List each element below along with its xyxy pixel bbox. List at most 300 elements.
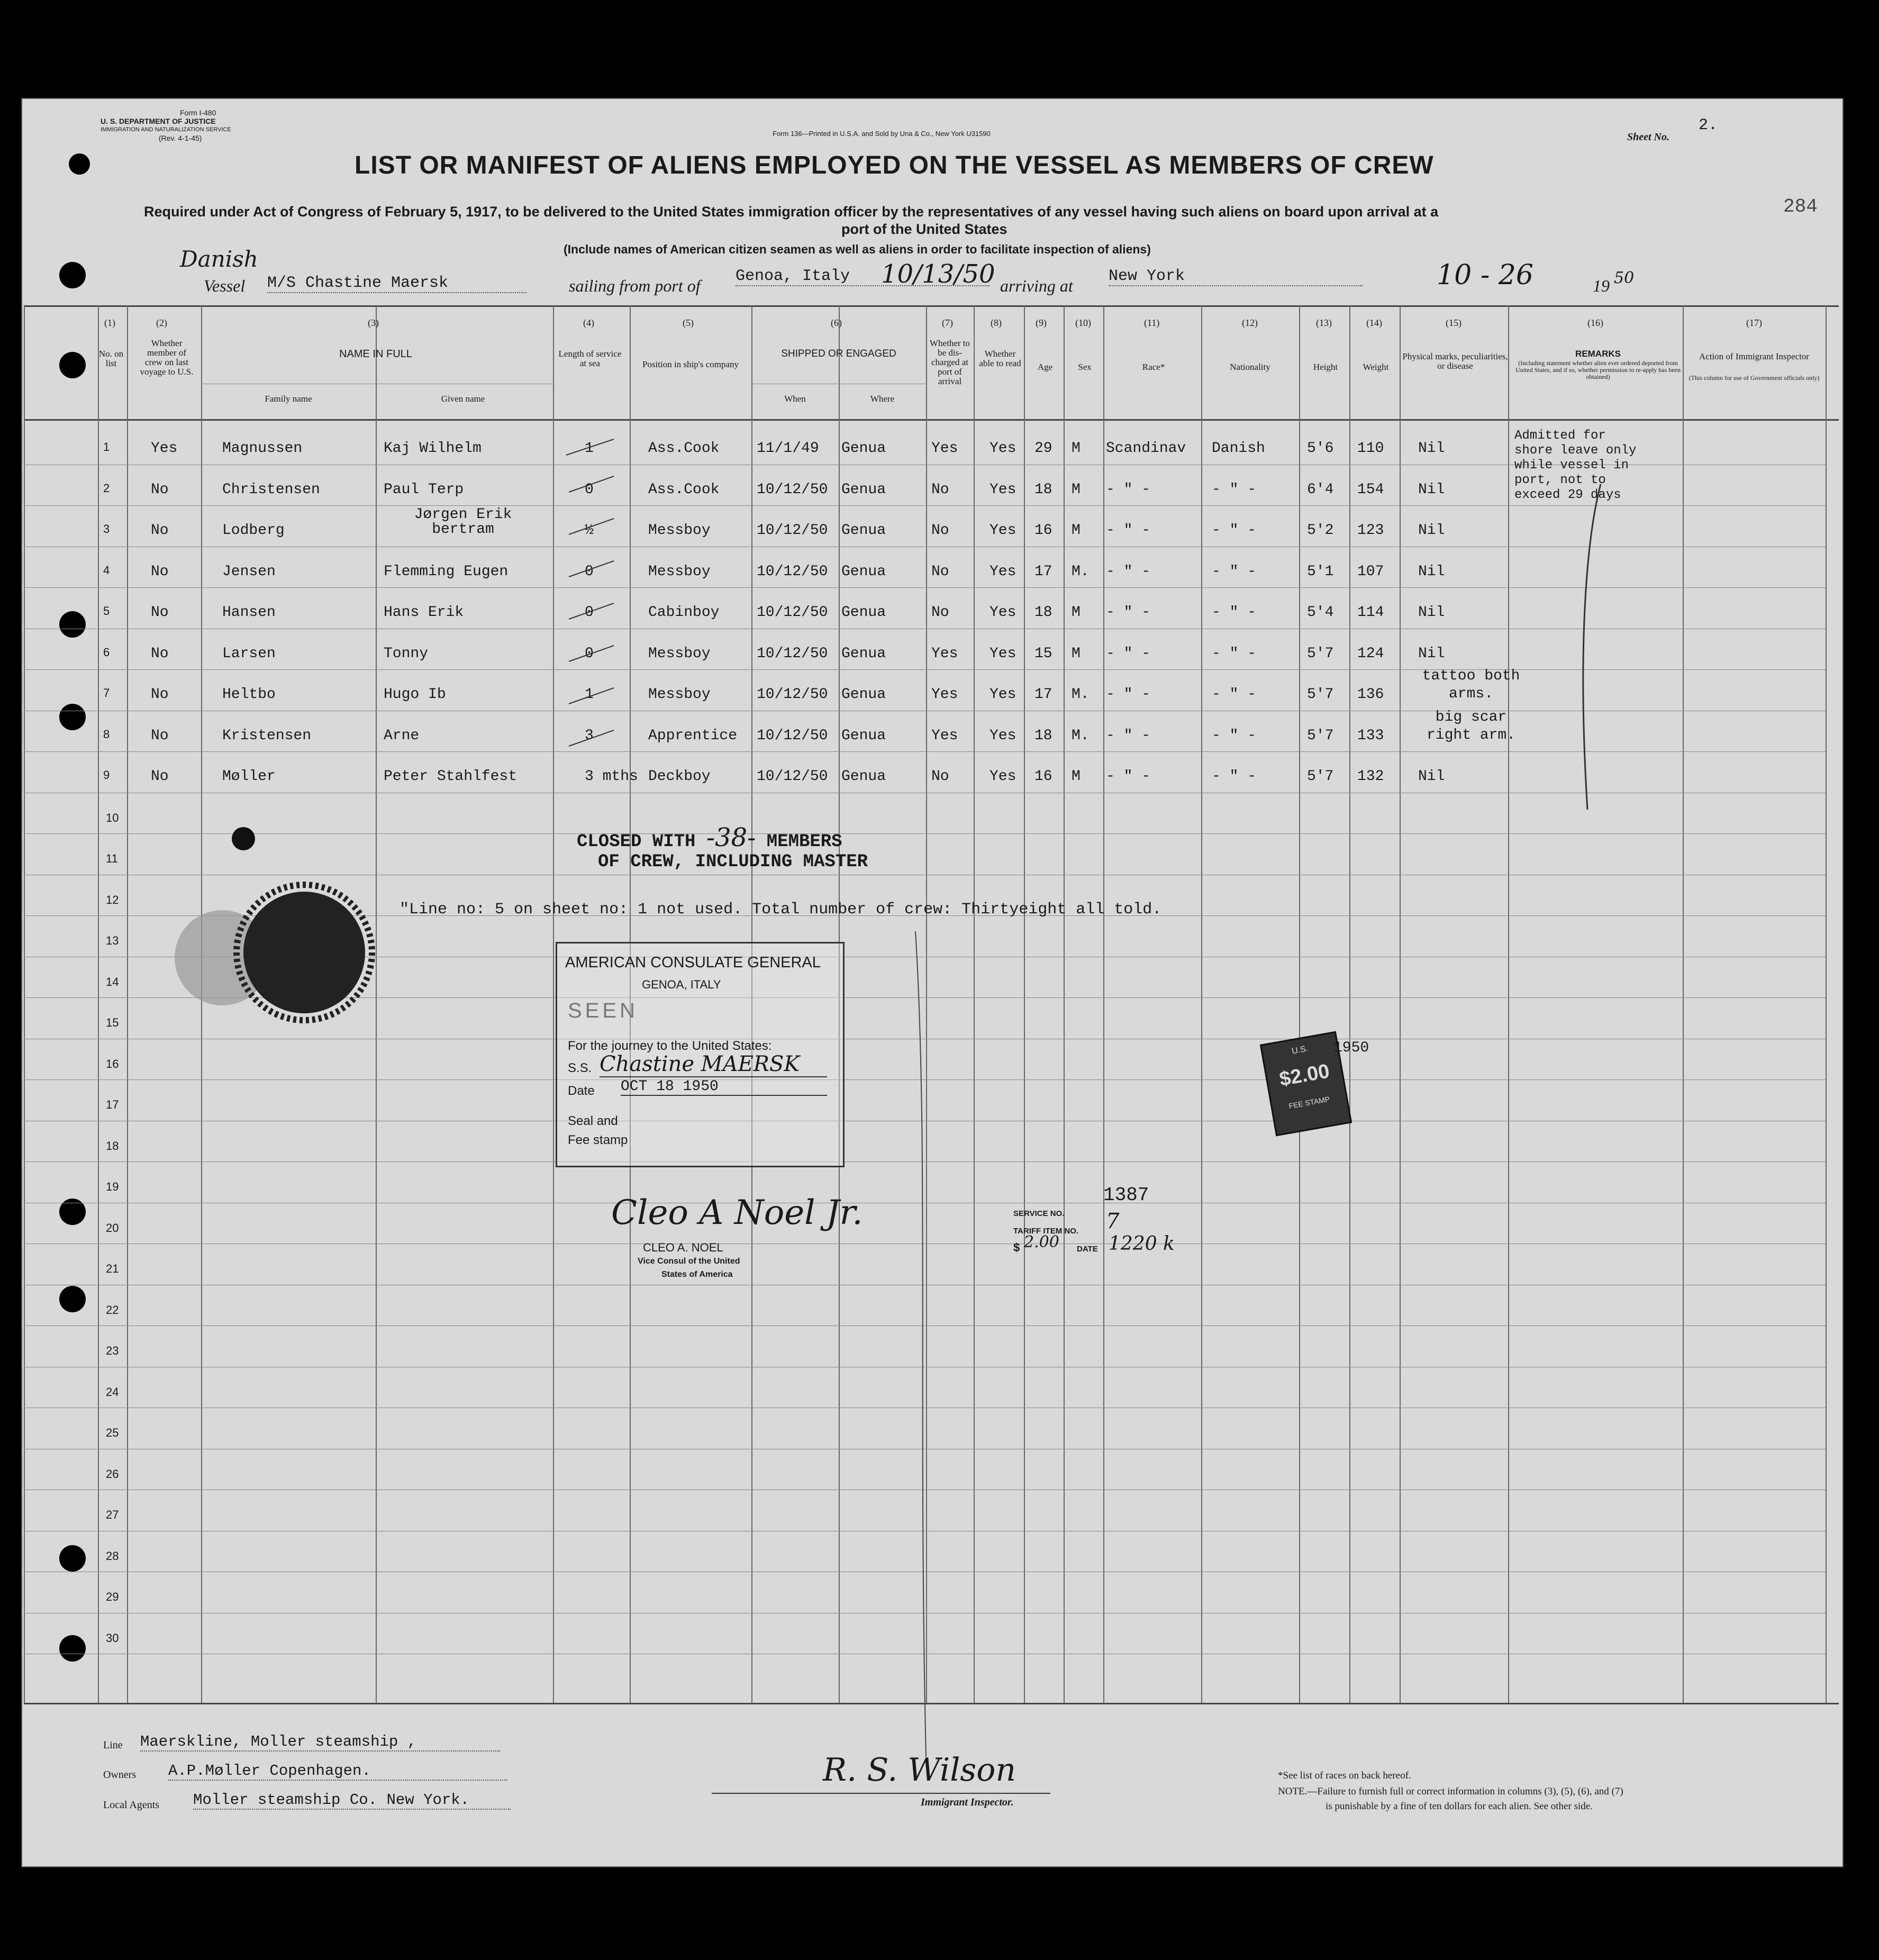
crew-discharge: Yes: [931, 440, 958, 457]
crew-weight: 123: [1357, 522, 1384, 539]
crew-nationality: - " -: [1212, 645, 1257, 662]
crew-weight: 154: [1357, 481, 1384, 498]
row-rule: [24, 751, 1826, 752]
danish-note: Danish: [180, 246, 258, 272]
column-number: (14): [1366, 317, 1382, 328]
crew-nationality: - " -: [1212, 563, 1257, 580]
crew-age: 29: [1034, 440, 1052, 457]
col-header-read: Whether able to read: [979, 349, 1021, 368]
col-header-name: NAME IN FULL: [339, 348, 412, 360]
row-number: 14: [106, 975, 119, 988]
year-prefix: 19: [1593, 276, 1610, 295]
crew-nationality: - " -: [1212, 727, 1257, 744]
port-to: New York: [1109, 267, 1363, 286]
crew-no: 1: [103, 440, 110, 453]
col-header-given: Given name: [441, 394, 485, 404]
crew-race: Scandinav: [1106, 440, 1186, 457]
crew-marks: Nil: [1418, 604, 1445, 621]
col-header-discharge: Whether to be dis-charged at port of arrival: [930, 338, 970, 386]
crew-height: 6'4: [1307, 481, 1334, 498]
crew-marks: Nil: [1418, 481, 1445, 498]
crew-read: Yes: [990, 768, 1016, 785]
crew-race: - " -: [1106, 768, 1151, 785]
crew-age: 17: [1034, 686, 1052, 703]
crew-no: 9: [103, 768, 110, 782]
revenue-stamp-bottom: FEE STAMP: [1288, 1094, 1331, 1111]
col-header-when: When: [784, 394, 806, 404]
page-stamp: 284: [1783, 196, 1818, 217]
row-number: 19: [106, 1180, 119, 1193]
crew-age: 18: [1034, 727, 1052, 744]
crew-read: Yes: [990, 522, 1016, 539]
crew-position: Ass.Cook: [648, 440, 720, 457]
department: U. S. DEPARTMENT OF JUSTICE: [101, 117, 216, 125]
crew-given: Flemming Eugen: [384, 563, 509, 580]
crew-position: Messboy: [648, 563, 711, 580]
fee-amount: 2.00: [1024, 1233, 1059, 1251]
crew-given: Peter Stahlfest: [384, 768, 518, 785]
crew-when: 10/12/50: [757, 686, 828, 703]
revision: (Rev. 4-1-45): [159, 134, 202, 142]
crew-height: 5'7: [1307, 645, 1334, 662]
column-number: (16): [1587, 317, 1603, 328]
row-number: 30: [106, 1631, 119, 1645]
closed-line-1: CLOSED WITH: [577, 832, 696, 852]
crew-prev: No: [151, 563, 169, 580]
date-label: Date: [568, 1084, 595, 1098]
embossed-seal: [164, 868, 386, 1058]
fee-date: 1220 k: [1109, 1233, 1175, 1255]
col-header-shipped: SHIPPED OR ENGAGED: [781, 348, 896, 359]
fine-note: [1278, 1786, 1623, 1798]
crew-read: Yes: [990, 727, 1016, 744]
crew-discharge: No: [931, 481, 949, 498]
column-rule: [1683, 306, 1684, 1703]
footer-line-value: Maerskline, Moller steamship ,: [140, 1733, 500, 1752]
footer-agents-label: Local Agents: [103, 1799, 160, 1811]
closed-line-2: OF CREW, INCLUDING MASTER: [598, 852, 868, 872]
crew-marks: tattoo both arms.: [1422, 668, 1520, 702]
footer-line-label: Line: [103, 1739, 123, 1751]
crew-age: 16: [1034, 768, 1052, 785]
crew-age: 18: [1034, 481, 1052, 498]
subtitle-2: port of the United States: [841, 221, 1007, 237]
revenue-stamp-value: $2.00: [1277, 1060, 1331, 1091]
col-header-where: Where: [870, 394, 895, 404]
row-number: 10: [106, 811, 119, 824]
crew-sex: M: [1072, 645, 1081, 662]
tariff-label: TARIFF ITEM NO.: [1013, 1227, 1079, 1236]
footer-owners-label: Owners: [103, 1769, 137, 1781]
row-number: 12: [106, 893, 119, 906]
punch-hole: [59, 262, 86, 288]
arrive-date: 10 - 26: [1437, 259, 1533, 291]
column-rule: [1024, 306, 1025, 1703]
crew-position: Messboy: [648, 686, 711, 703]
crew-given: Hans Erik: [384, 604, 464, 621]
line-note: "Line no: 5 on sheet no: 1 not used. Total number of crew: Thirtyeight all told.: [400, 901, 1162, 919]
column-number: (6): [831, 317, 842, 328]
fee-label: $: [1013, 1241, 1020, 1254]
col-header-no: No. on list: [98, 349, 124, 368]
crew-height: 5'1: [1307, 563, 1334, 580]
crew-age: 16: [1034, 522, 1052, 539]
column-rule: [1064, 306, 1065, 1703]
revenue-stamp-year: 1950: [1333, 1040, 1369, 1056]
column-number: (17): [1746, 317, 1762, 328]
row-number: 29: [106, 1590, 119, 1603]
column-rule: [553, 306, 554, 1703]
crew-position: Messboy: [648, 645, 711, 662]
form-id: [101, 108, 231, 142]
crew-sex: M: [1072, 481, 1081, 498]
crew-discharge: No: [931, 563, 949, 580]
inspector-sig-line: [712, 1793, 1050, 1794]
crew-discharge: No: [931, 768, 949, 785]
crew-when: 10/12/50: [757, 563, 828, 580]
fee-stamp-label: Fee stamp: [568, 1133, 628, 1147]
col-header-weight: Weight: [1363, 362, 1389, 372]
crew-service: 0: [585, 604, 594, 621]
footer-agents-value: Moller steamship Co. New York.: [193, 1791, 511, 1810]
col-header-race: Race*: [1142, 362, 1165, 372]
journey-text: For the journey to the United States:: [568, 1039, 772, 1053]
crew-no: 6: [103, 645, 110, 659]
crew-marks: big scar right arm.: [1426, 709, 1516, 743]
subtitle: Required under Act of Congress of February 5, 1917, to be delivered to the United States immigration officer by the representatives of any vessel having such aliens on board upon arrival at a: [144, 204, 1439, 220]
column-rule: [1826, 306, 1827, 1703]
crew-race: - " -: [1106, 604, 1151, 621]
remarks-ditto-line: [1572, 482, 1603, 820]
punch-hole: [59, 704, 86, 730]
crew-age: 18: [1034, 604, 1052, 621]
sheet-label: Sheet No.: [1627, 131, 1669, 143]
crew-discharge: Yes: [931, 645, 958, 662]
crew-family: Larsen: [222, 645, 276, 662]
row-number: 13: [106, 934, 119, 947]
row-rule: [24, 669, 1826, 670]
crew-given: Arne: [384, 727, 420, 744]
crew-race: - " -: [1106, 686, 1151, 703]
row-number: 27: [106, 1508, 119, 1521]
column-number: (7): [942, 317, 953, 328]
crew-prev: No: [151, 604, 169, 621]
crew-when: 10/12/50: [757, 604, 828, 621]
crew-sex: M: [1072, 768, 1081, 785]
crew-family: Christensen: [222, 481, 320, 498]
row-number: 28: [106, 1549, 119, 1563]
form-number: Form I-480: [180, 108, 216, 117]
crew-where: Genua: [841, 768, 886, 785]
crew-service: 3: [585, 727, 594, 744]
crew-position: Ass.Cook: [648, 481, 720, 498]
crew-given: Jørgen Erik bertram: [414, 506, 512, 538]
col-header-prev-voyage: Whether member of crew on last voyage to U.S.: [140, 338, 194, 377]
crew-family: Lodberg: [222, 522, 285, 539]
seen-mark: SEEN: [568, 999, 638, 1022]
footer-owners-value: A.P.Møller Copenhagen.: [168, 1762, 507, 1781]
col-header-age: Age: [1037, 362, 1053, 372]
crew-discharge: No: [931, 522, 949, 539]
row-number: 22: [106, 1303, 119, 1317]
crew-given: Kaj Wilhelm: [384, 440, 482, 457]
crew-read: Yes: [990, 686, 1016, 703]
crew-prev: No: [151, 686, 169, 703]
inspector-signature: R. S. Wilson: [823, 1752, 1016, 1789]
crew-no: 8: [103, 727, 110, 741]
col-header-remarks-note: (Including statement whether alien ever ordered deported from United States, and if so, whether permission to re-apply has been obtained): [1515, 359, 1681, 380]
crew-height: 5'4: [1307, 604, 1334, 621]
crew-marks: Nil: [1418, 563, 1445, 580]
row-number: 20: [106, 1221, 119, 1235]
crew-count: -38-: [706, 823, 756, 852]
crew-family: Heltbo: [222, 686, 276, 703]
crew-read: Yes: [990, 563, 1016, 580]
punch-hole: [59, 1286, 86, 1312]
col-header-remarks: REMARKS: [1575, 349, 1621, 359]
row-number: 24: [106, 1385, 119, 1399]
visa-date: OCT 18 1950: [621, 1078, 827, 1096]
crew-given: Tonny: [384, 645, 429, 662]
crew-prev: No: [151, 645, 169, 662]
crew-read: Yes: [990, 604, 1016, 621]
row-rule: [24, 505, 1826, 506]
punch-hole: [59, 352, 86, 378]
column-rule: [974, 306, 975, 1703]
crew-marks: Nil: [1418, 645, 1445, 662]
crew-service: ½: [585, 522, 594, 539]
crew-weight: 136: [1357, 686, 1384, 703]
row-number: 11: [106, 852, 118, 865]
crew-service: 0: [585, 645, 594, 662]
crew-no: 2: [103, 481, 110, 495]
crew-service: 1: [585, 440, 594, 457]
service-no: 1387: [1103, 1184, 1149, 1206]
crew-marks: Nil: [1418, 768, 1445, 785]
column-rule: [127, 306, 128, 1703]
column-number: (11): [1144, 317, 1160, 328]
crew-marks: Nil: [1418, 522, 1445, 539]
crew-race: - " -: [1106, 522, 1151, 539]
column-rule: [1103, 306, 1104, 1703]
header-bottom-rule: [24, 419, 1839, 421]
crew-marks: Nil: [1418, 440, 1445, 457]
crew-discharge: Yes: [931, 686, 958, 703]
crew-where: Genua: [841, 563, 886, 580]
ss-name: Chastine MAERSK: [600, 1052, 827, 1077]
row-number: 25: [106, 1426, 119, 1439]
table-top-rule: [24, 305, 1839, 307]
closed-stamp: [577, 823, 842, 852]
column-number: (3): [368, 317, 379, 328]
column-rule: [1299, 306, 1300, 1703]
crew-height: 5'6: [1307, 440, 1334, 457]
crew-where: Genua: [841, 645, 886, 662]
column-rule: [1201, 306, 1202, 1703]
crew-weight: 132: [1357, 768, 1384, 785]
crew-weight: 124: [1357, 645, 1384, 662]
crew-weight: 133: [1357, 727, 1384, 744]
crew-weight: 107: [1357, 563, 1384, 580]
printer-line: Form 136—Printed in U.S.A. and Sold by Una & Co., New York U31590: [773, 130, 991, 138]
ink-line: [913, 931, 934, 1757]
crew-race: - " -: [1106, 727, 1151, 744]
crew-prev: Yes: [151, 440, 178, 457]
note-label: NOTE.—: [1278, 1786, 1318, 1797]
ss-label: S.S.: [568, 1061, 592, 1075]
sail-date: 10/13/50: [881, 259, 995, 289]
crew-position: Deckboy: [648, 768, 711, 785]
crew-sex: M: [1072, 522, 1081, 539]
crew-no: 7: [103, 686, 110, 700]
crew-given: Hugo Ib: [384, 686, 446, 703]
crew-where: Genua: [841, 686, 886, 703]
crew-age: 17: [1034, 563, 1052, 580]
crew-no: 5: [103, 604, 110, 618]
crew-when: 11/1/49: [757, 440, 819, 457]
row-rule: [24, 587, 1826, 588]
column-number: (13): [1316, 317, 1332, 328]
crew-prev: No: [151, 522, 169, 539]
col-header-service: Length of service at sea: [558, 349, 622, 368]
inspector-label: Immigrant Inspector.: [921, 1796, 1014, 1808]
sheet-number: 2.: [1699, 116, 1718, 134]
seal-label: Seal and: [568, 1114, 618, 1128]
column-number: (4): [583, 317, 594, 328]
crew-when: 10/12/50: [757, 645, 828, 662]
crew-sex: M: [1072, 604, 1081, 621]
vice-consul-title-1: Vice Consul of the United: [638, 1257, 740, 1266]
crew-read: Yes: [990, 481, 1016, 498]
punch-hole: [69, 153, 90, 175]
column-number: (8): [991, 317, 1002, 328]
crew-prev: No: [151, 768, 169, 785]
crew-where: Genua: [841, 440, 886, 457]
crew-read: Yes: [990, 645, 1016, 662]
col-header-sex: Sex: [1078, 362, 1092, 372]
column-rule: [98, 306, 99, 1703]
crew-no: 3: [103, 522, 110, 536]
crew-no: 4: [103, 563, 110, 577]
row-number: 15: [106, 1016, 119, 1029]
crew-nationality: - " -: [1212, 768, 1257, 785]
column-number: (9): [1036, 317, 1047, 328]
column-rule: [1400, 306, 1401, 1703]
col-header-family: Family name: [265, 394, 312, 404]
crew-when: 10/12/50: [757, 727, 828, 744]
crew-when: 10/12/50: [757, 768, 828, 785]
crew-family: Magnussen: [222, 440, 303, 457]
col-header-action: Action of Immigrant Inspector: [1699, 351, 1810, 361]
crew-where: Genua: [841, 481, 886, 498]
crew-family: Kristensen: [222, 727, 312, 744]
crew-service: 3 mths: [585, 768, 638, 785]
crew-position: Messboy: [648, 522, 711, 539]
vice-consul-title-2: States of America: [661, 1270, 733, 1279]
column-number: (12): [1242, 317, 1258, 328]
column-rule: [1508, 306, 1509, 1703]
crew-family: Jensen: [222, 563, 276, 580]
crew-read: Yes: [990, 440, 1016, 457]
crew-when: 10/12/50: [757, 481, 828, 498]
crew-sex: M.: [1072, 686, 1090, 703]
remarks-row-1: Admitted for shore leave only while vessel in port, not to exceed 29 days: [1514, 429, 1637, 502]
crew-sex: M.: [1072, 563, 1090, 580]
consulate-name: AMERICAN CONSULATE GENERAL: [565, 954, 821, 971]
closed-line-1b: MEMBERS: [766, 832, 842, 852]
row-number: 16: [106, 1057, 119, 1070]
row-number: 21: [106, 1262, 119, 1275]
vessel-name: M/S Chastine Maersk: [267, 274, 527, 293]
column-number: (10): [1075, 317, 1091, 328]
fee-date-label: DATE: [1077, 1245, 1098, 1254]
crew-position: Apprentice: [648, 727, 738, 744]
crew-prev: No: [151, 481, 169, 498]
races-note: *See list of races on back hereof.: [1278, 1770, 1411, 1781]
crew-discharge: No: [931, 604, 949, 621]
crew-race: - " -: [1106, 563, 1151, 580]
page-title: LIST OR MANIFEST OF ALIENS EMPLOYED ON THE VESSEL AS MEMBERS OF CREW: [355, 151, 1434, 179]
arriving-label: arriving at: [1000, 276, 1073, 295]
crew-height: 5'7: [1307, 686, 1334, 703]
crew-nationality: - " -: [1212, 481, 1257, 498]
punch-hole: [59, 1545, 86, 1572]
crew-nationality: - " -: [1212, 522, 1257, 539]
column-rule: [1349, 306, 1350, 1703]
crew-prev: No: [151, 727, 169, 744]
crew-service: 0: [585, 481, 594, 498]
note-1: Failure to furnish full or correct information in columns (3), (5), (6), and (7): [1317, 1786, 1623, 1797]
note-2: is punishable by a fine of ten dollars for each alien. See other side.: [1326, 1801, 1593, 1812]
vessel-label: Vessel: [204, 276, 246, 295]
column-number: (5): [683, 317, 694, 328]
punch-hole: [59, 611, 86, 638]
service-no-label: SERVICE NO.: [1013, 1209, 1065, 1218]
crew-height: 5'2: [1307, 522, 1334, 539]
col-header-marks: Physical marks, peculiarities, or disease: [1402, 351, 1508, 371]
column-rule: [24, 306, 25, 1703]
row-number: 18: [106, 1139, 119, 1153]
column-number: (1): [104, 317, 115, 328]
crew-weight: 114: [1357, 604, 1384, 621]
tariff-item: 7: [1106, 1209, 1120, 1233]
crew-height: 5'7: [1307, 727, 1334, 744]
row-number: 26: [106, 1467, 119, 1481]
crew-nationality: - " -: [1212, 686, 1257, 703]
crew-service: 1: [585, 686, 594, 703]
col-header-action-note: (This column for use of Government officials only): [1689, 374, 1820, 382]
consulate-city: GENOA, ITALY: [642, 978, 721, 991]
crew-family: Møller: [222, 768, 276, 785]
service-check-marks: [561, 434, 619, 804]
service: IMMIGRATION AND NATURALIZATION SERVICE: [101, 126, 231, 133]
crew-race: - " -: [1106, 481, 1151, 498]
vice-consul-signature: Cleo A Noel Jr.: [611, 1193, 863, 1232]
row-rule: [24, 833, 1826, 834]
col-header-nationality: Nationality: [1230, 362, 1270, 372]
crew-where: Genua: [841, 522, 886, 539]
consulate-stamp: [556, 942, 845, 1167]
crew-race: - " -: [1106, 645, 1151, 662]
col-header-position: Position in ship's company: [642, 359, 739, 369]
crew-sex: M.: [1072, 727, 1090, 744]
crew-sex: M: [1072, 440, 1081, 457]
subtitle-3: (Include names of American citizen seamen as well as aliens in order to facilitate inspection of aliens): [564, 242, 1151, 256]
crew-weight: 110: [1357, 440, 1384, 457]
crew-nationality: - " -: [1212, 604, 1257, 621]
crew-family: Hansen: [222, 604, 276, 621]
crew-height: 5'7: [1307, 768, 1334, 785]
